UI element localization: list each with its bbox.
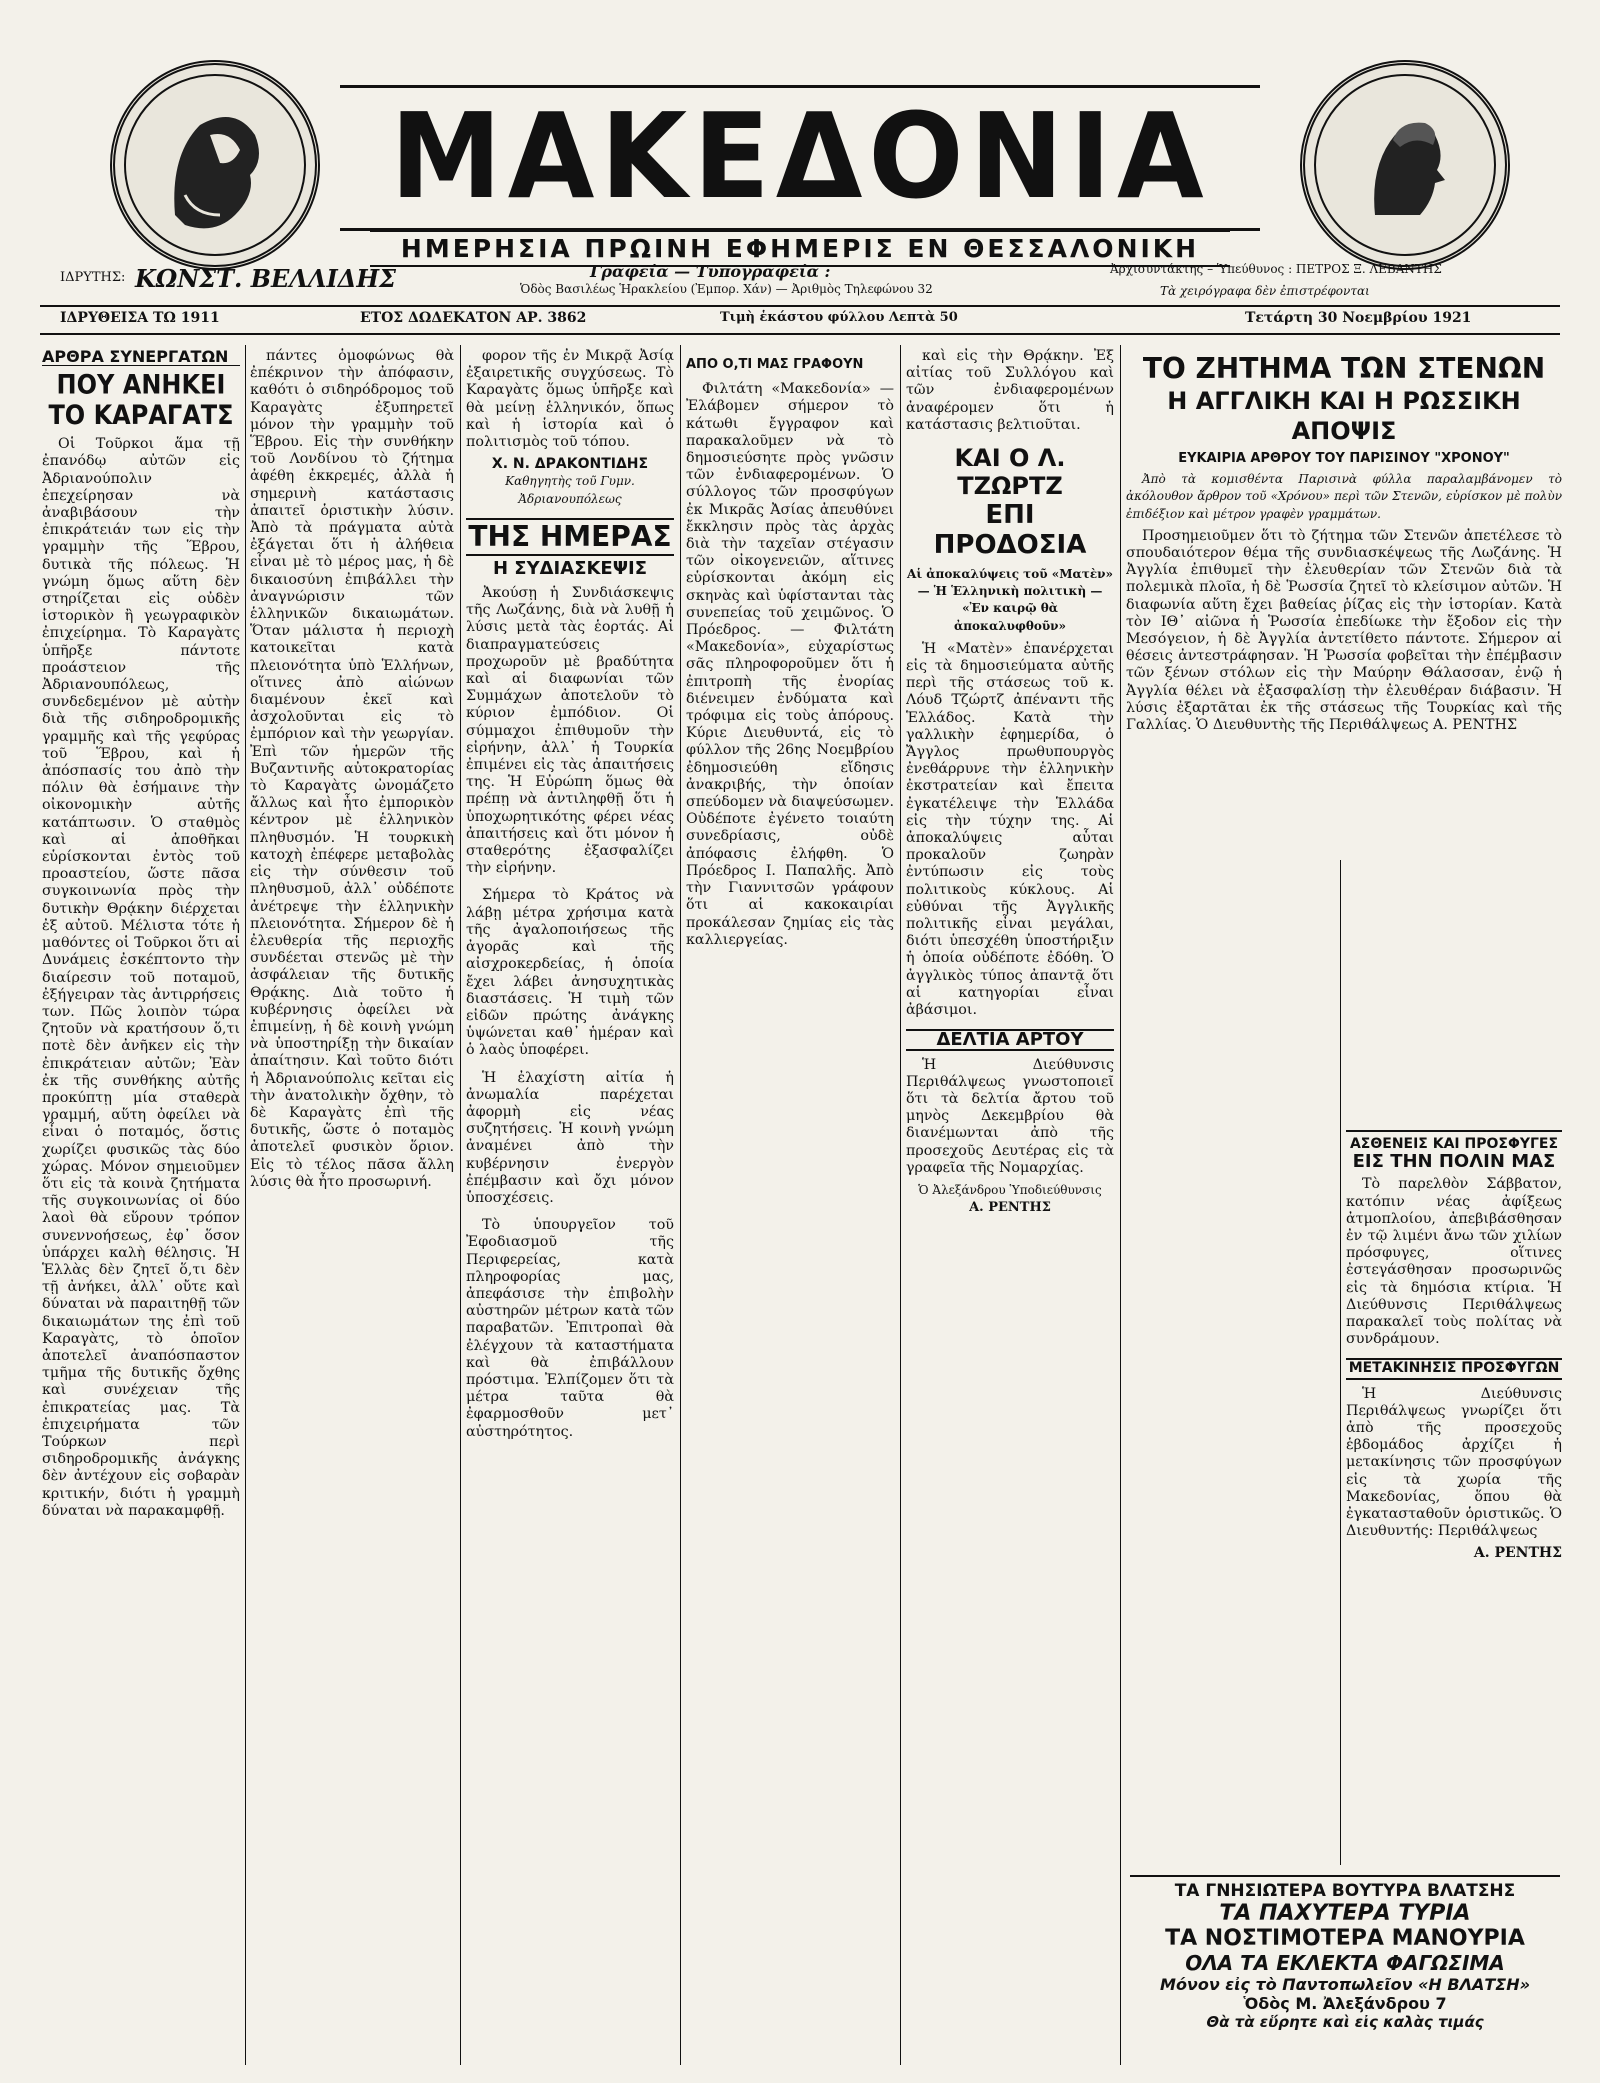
paragraph-state-measures: Σήμερα τὸ Κράτος νὰ λάβῃ μέτρα χρήσιμα κατὰ τῆς ἀγαλοποιήσεως τῆς ἀγορᾶς καὶ τῆς αἰσχροκερδείας, ἡ ὁποία ἔχει λάβει ἀνησυχητικὰς διαστάσεις. Ἡ τιμὴ τῶν εἰδῶν πρώτης ἀνάγκης ὑψώνεται καθ᾽ ἡμέραν καὶ ὁ λαὸς ὑποφέρει. — [466, 887, 674, 1059]
box-title-relocation: ΜΕΤΑΚΙΝΗΣΙΣ ΠΡΟΣΦΥΓΩΝ — [1346, 1358, 1562, 1379]
column-1 — [42, 348, 240, 2063]
column-rule-4 — [900, 345, 901, 2065]
bearded-head-icon — [115, 65, 315, 265]
right-coin-emblem — [1300, 60, 1510, 270]
founder-name: ΚΩΝΣΤ. ΒΕΛΛΙΔΗΣ — [135, 264, 397, 293]
issue-number: ΕΤΟΣ ΔΩΔΕΚΑΤΟΝ ΑΡ. 3862 — [360, 310, 587, 326]
offices-label: Γραφεία — Τυπογραφεία : — [590, 262, 831, 281]
column-5 — [906, 348, 1114, 2063]
ad-line-butter: ΤΑ ΓΝΗΣΙΩΤΕΡΑ ΒΟΥΤΥΡΑ ΒΛΑΤΣΗΣ — [1130, 1875, 1560, 1901]
headline-english-russian-view: Η ΑΓΓΛΙΚΗ ΚΑΙ Η ΡΩΣΣΙΚΗ ΑΠΟΨΙΣ — [1167, 387, 1521, 445]
column-2 — [250, 348, 454, 2063]
header-rule-bottom — [40, 333, 1560, 335]
offices-address: Ὁδὸς Βασιλέως Ἡρακλείου (Ἐμπορ. Χάν) — Ἀριθμὸς Τηλεφώνου 32 — [520, 282, 933, 296]
deck-chronos-article: ΕΥΚΑΙΡΙΑ ΑΡΘΡΟΥ ΤΟΥ ΠΑΡΙΣΙΝΟΥ "ΧΡΟΝΟΥ" — [1178, 451, 1510, 466]
founded-year: ΙΔΡΥΘΕΙΣΑ ΤΩ 1911 — [60, 310, 220, 326]
column-6-right-boxes — [1346, 1130, 1562, 1865]
left-coin-emblem — [110, 60, 320, 270]
ad-line-cheese: ΤΑ ΠΑΧΥΤΕΡΑ ΤΥΡΙΑ — [1219, 1901, 1471, 1926]
intro-straits: Ἀπὸ τὰ κομισθέντα Παρισινὰ φύλλα παραλαμβάνομεν τὸ ἀκόλουθον ἄρθρον τοῦ «Χρόνου» περὶ τῶν Στενῶν, εὑρίσκον μὲ πολὺν ἐπιδέξιον καὶ μέτρον γραφὲν γραμμάτων. — [1126, 472, 1562, 521]
headline-treason: ΕΠΙ ΠΡΟΔΟΣΙΑ — [933, 500, 1087, 561]
box-signature: Α. ΡΕΝΤΗΣ — [1473, 1545, 1562, 1562]
newspaper-title: ΜΑΚΕΔΟΝΙΑ — [390, 88, 1210, 226]
box-subtitle-city: ΕΙΣ ΤΗΝ ΠΟΛΙΝ ΜΑΣ — [1352, 1151, 1556, 1173]
notice-title-bread: ΔΕΛΤΙΑ ΑΡΤΟΥ — [906, 1029, 1114, 1050]
paragraph-conference: Ἀκούσῃ ἡ Συνδιάσκεψις τῆς Λωζάνης, διὰ νὰ λυθῇ ἡ λύσις μετὰ τὰς ἑορτάς. Αἱ διαπραγματεύσεις προχωροῦν μὲ βραδύτητα καὶ αἱ διαφωνίαι τῶν Συμμάχων ἀποτελοῦν τὸ κύριον ἐμπόδιον. Οἱ σύμμαχοι ἐπιθυμοῦν τὴν εἰρήνην, ἀλλ᾽ ἡ Τουρκία ἐπιμένει εἰς τὰς ἀπαιτήσεις της. Ἡ Εὐρώπη ὅμως θὰ πρέπῃ νὰ ἀντιληφθῇ ὅτι ἡ ὑποχωρητικότης φέρει νέας ἀπαιτήσεις καὶ ὅτι μόνον ἡ σταθερότης ἐξασφαλίζει τὴν εἰρήνην. — [466, 585, 674, 877]
column-rule-1 — [245, 345, 246, 2065]
price: Τιμὴ ἑκάστου φύλλου Λεπτὰ 50 — [720, 310, 958, 325]
section-header-contributors: ΑΡΘΡΑ ΣΥΝΕΡΓΑΤΩΝ — [42, 348, 240, 366]
headline-lloyd-george: ΚΑΙ Ο Λ. ΤΖΩΡΤΖ — [954, 444, 1066, 501]
advertisement-vlatsis — [1130, 1875, 1560, 2031]
notice-signature-name: Α. ΡΕΝΤΗΣ — [969, 1200, 1051, 1216]
article-body-straits: Προσημειοῦμεν ὅτι τὸ ζήτημα τῶν Στενῶν ἀπετέλεσε τὸ σπουδαιότερον θέμα τῆς συνδιασκέψεως τῆς Λωζάνης. Ἡ Ἀγγλία ἐπιθυμεῖ τὴν ἐλευθερίαν τῶν Στενῶν διὰ τὰ πολεμικὰ πλοῖα, ἡ δὲ Ῥωσσία ζητεῖ τὸ κλείσιμον αὐτῶν. Ἡ διαφωνία αὕτη ἔχει βαθείας ῥίζας εἰς τὴν ἱστορίαν. Κατὰ τὸν ΙΘ᾽ αἰῶνα ἡ Ῥωσσία ἐπεδίωκε τὴν ἔξοδον εἰς τὴν Μεσόγειον, ἡ δὲ Ἀγγλία ἀντετίθετο πάντοτε. Σήμερον αἱ θέσεις ἀντεστράφησαν. Ἡ Ῥωσσία φοβεῖται τὴν ἐπέμβασιν τῶν ξένων στόλων εἰς τὴν Μαύρην Θάλασσαν, ἐνῷ ἡ Ἀγγλία θέλει νὰ ἐξασφαλίσῃ τὴν ἐλευθέραν διάβασιν. Ἡ λύσις ἐξαρτᾶται ἐκ τῆς στάσεως τῆς Τουρκίας καὶ τῆς Γαλλίας. Ὁ Διευθυντὴς τῆς Περιθάλψεως Α. ΡΕΝΤΗΣ — [1126, 527, 1562, 734]
column-rule-3 — [680, 345, 681, 2065]
manuscripts-note: Τὰ χειρόγραφα δὲν ἐπιστρέφονται — [1160, 284, 1370, 298]
section-header-letters: ΑΠΟ Ο,ΤΙ ΜΑΣ ΓΡΑΦΟΥΝ — [686, 357, 864, 372]
paragraph-ministry: Τὸ ὑπουργεῖον τοῦ Ἐφοδιασμοῦ τῆς Περιφερείας, κατὰ πληροφορίας μας, ἀπεφάσισε τὴν ἐπιβολὴν αὐστηρῶν μέτρων κατὰ τῶν παραβατῶν. Ἐπιτροπαὶ θὰ ἐλέγχουν τὰ καταστήματα καὶ θὰ ἐπιβάλλουν πρόστιμα. Ἐλπίζομεν ὅτι τὰ μέτρα ταῦτα θὰ ἐφαρμοσθοῦν μετ᾽ αὐστηρότητος. — [466, 1217, 674, 1440]
box-body-refugees: Τὸ παρελθὸν Σάββατον, κατόπιν νέας ἀφίξεως ἀτμοπλοίου, ἀπεβιβάσθησαν ἐν τῷ λιμένι ἄνω τῶν χιλίων πρόσφυγες, οἵτινες ἐστεγάσθησαν προσωρινῶς εἰς τὰ δημόσια κτίρια. Ἡ Διεύθυνσις Περιθάλψεως παρακαλεῖ τοὺς πολίτας νὰ συνδράμουν. — [1346, 1176, 1562, 1348]
article-body-karagats: Οἱ Τοῦρκοι ἅμα τῇ ἐπανόδῳ αὐτῶν εἰς Ἀδριανούπολιν ἐπεχείρησαν νὰ ἀναβιβάσουν τὴν ἐπικράτειάν των εἰς τὴν γραμμὴν τῆς Ἕβρου, δυτικὰ τῆς πόλεως. Ἡ γνώμη ὅμως αὕτη δὲν στηρίζεται εἰς οὐδὲν ἱστορικὸν ἢ γεωγραφικὸν ἐπιχείρημα. Τὸ Καραγὰτς ὑπῆρξε πάντοτε προάστειον τῆς Ἀδριανουπόλεως, συνδεδεμένον μὲ αὐτὴν διὰ τῆς σιδηροδρομικῆς γραμμῆς καὶ τῆς γεφύρας τοῦ Ἕβρου, καὶ ἡ ἀπόσπασίς του ἀπὸ τὴν πόλιν θὰ ἐσήμαινε τὴν οἰκονομικὴν αὐτῆς κατάπτωσιν. Ὁ σταθμὸς καὶ αἱ ἀποθῆκαι εὑρίσκονται ἐντὸς τοῦ προαστείου, ὥστε πᾶσα συγκοινωνία πρὸς τὴν δυτικὴν Θρᾴκην διέρχεται ἐξ αὐτοῦ. Μέλιστα τότε ἡ μαθόντες οἱ Τοῦρκοι ὅτι αἱ Δυνάμεις ἐσκέπτοντο τὴν διαίρεσιν τοῦ ποταμοῦ, ἐξήγειραν τὰς ἀντιρρήσεις των. Πῶς λοιπὸν τώρα ζητοῦν νὰ κρατήσουν ὅ,τι ποτὲ δὲν ἀνῆκεν εἰς τὴν ἐπικράτειαν αὐτῶν; Ἐὰν ἐκ τῆς συνθήκης αὐτῆς προκύπτῃ μία σταθερὰ γραμμή, αὕτη ὀφείλει νὰ εἶναι ὁ ποταμός, ὅστις χωρίζει φυσικῶς τὰς δύο χώρας. Μόνον σημειοῦμεν ὅτι εἰς τὰ κοινὰ ζητήματα τῆς συγκοινωνίας οἱ δύο λαοὶ θὰ εὕρουν τρόπον συνεννοήσεως, ἐφ᾽ ὅσον ὑπάρχει καλὴ θέλησις. Ἡ Ἑλλὰς δὲν ζητεῖ ὅ,τι δὲν τῇ ἀνήκει, ἀλλ᾽ οὔτε καὶ δύναται νὰ παραιτηθῇ τῶν δικαιωμάτων της ἐπὶ τοῦ Καραγὰτς, τὸ ὁποῖον ἀποτελεῖ ἀναπόσπαστον τμῆμα τῆς δυτικῆς ὄχθης καὶ συνέχειαν τῆς ἐπικρατείας μας. Τὰ ἐπιχειρήματα τῶν Τούρκων περὶ σιδηροδρομικῆς ἀνάγκης δὲν ἀντέχουν εἰς σοβαρὰν κριτικήν, διότι ἡ γραμμὴ δύναται νὰ παρακαμφθῇ. — [42, 436, 240, 1519]
ad-line-address: Ὁδὸς Μ. Ἀλεξάνδρου 7 — [1243, 1994, 1447, 2013]
issue-date: Τετάρτη 30 Νοεμβρίου 1921 — [1245, 310, 1472, 326]
notice-signature: Ὁ Ἀλεξάνδρου Ὑποδιεύθυνσις — [918, 1182, 1102, 1197]
subheader-conference: Η ΣΥΔΙΑΣΚΕΨΙΣ — [492, 557, 648, 579]
column-5-lead: καὶ εἰς τὴν Θρᾴκην. Ἐξ αἰτίας τοῦ Συλλόγου καὶ τῶν ἐνδιαφερομένων ἀναφέρομεν ὅτι ἡ κατάστασις βελτιοῦται. — [906, 348, 1114, 433]
paragraph-anomaly: Ἡ ἐλαχίστη αἰτία ἡ ἀνωμαλία παρέχεται ἀφορμὴ εἰς νέας συζητήσεις. Ἡ κοινὴ γνώμη ἀναμένει ἀπὸ τὴν κυβέρνησιν ἐνεργὸν ἐπέμβασιν καὶ ὄχι μόνον ὑποσχέσεις. — [466, 1069, 674, 1206]
article-body-continued: πάντες ὁμοφώνως θὰ ἐπέκρινον τὴν ἀπόφασιν, καθότι ὁ σιδηρόδρομος τοῦ Καραγὰτς ἐξυπηρετεῖ μόνον τὴν γραμμὴν τοῦ Ἕβρου. Εἰς τὴν συνθήκην τοῦ Λονδίνου τὸ ζήτημα ἀφέθη ἐκκρεμές, ἀλλὰ ἡ σημερινὴ κατάστασις ἀπαιτεῖ ὁριστικὴν λύσιν. Ἀπὸ τὰ πράγματα αὐτὰ ἐξάγεται ὅτι ἡ ἀλήθεια εἶναι μὲ τὸ μέρος μας, ἡ δὲ δικαιοσύνη ἐπιβάλλει τὴν ἀναγνώρισιν τῶν ἑλληνικῶν δικαιωμάτων. Ὅταν μάλιστα ἡ περιοχὴ κατοικεῖται κατὰ πλειονότητα ὑπὸ Ἑλλήνων, οἵτινες ἀπὸ αἰώνων διαμένουν ἐκεῖ καὶ ἀσχολοῦνται εἰς τὸ ἐμπόριον καὶ τὴν γεωργίαν. Ἐπὶ τῶν ἡμερῶν τῆς Βυζαντινῆς αὐτοκρατορίας τὸ Καραγὰτς ὠνομάζετο ἄλλως καὶ ἦτο ἐμπορικὸν κέντρον μὲ ἑλληνικὸν πληθυσμόν. Ἡ τουρκικὴ κατοχὴ ἐπέφερε μεταβολὰς εἰς τὴν σύνθεσιν τοῦ πληθυσμοῦ, ἀλλ᾽ οὐδέποτε ἀνέτρεψε τὴν ἑλληνικὴν πλειονότητα. Σήμερον δὲ ἡ ἐλευθερία τῆς περιοχῆς συνδέεται στενῶς μὲ τὴν ἀσφάλειαν τῆς δυτικῆς Θρᾴκης. Διὰ τοῦτο ἡ κυβέρνησις ὀφείλει νὰ ἐπιμείνῃ, ἡ δὲ κοινὴ γνώμη νὰ ὑποστηρίξῃ τὴν δικαίαν ἀπαίτησιν. Καὶ τοῦτο διότι ἡ Ἀδριανούπολις κεῖται εἰς τὴν ἀνατολικὴν ὄχθην, τὸ δὲ Καραγὰτς ἐπὶ τῆς δυτικῆς, ὥστε ὁ ποταμὸς ἀποτελεῖ φυσικὸν ὅριον. Εἰς τὸ τέλος πᾶσα ἄλλη λύσις θὰ ἦτο προσωρινή. — [250, 348, 454, 1190]
column-rule-5 — [1120, 345, 1121, 2065]
notice-body-bread: Ἡ Διεύθυνσις Περιθάλψεως γνωστοποιεῖ ὅτι τὰ δελτία ἄρτου τοῦ μηνὸς Δεκεμβρίου θὰ διανέμωνται ἀπὸ τῆς προσεχοῦς Δευτέρας εἰς τὰ γραφεῖα τῆς Νομαρχίας. — [906, 1056, 1114, 1176]
profile-head-icon — [1305, 65, 1505, 265]
letters-body: Φιλτάτη «Μακεδονία» — Ἐλάβομεν σήμερον τὸ κάτωθι ἔγγραφον καὶ παρακαλοῦμεν νὰ τὸ δημοσιεύσητε πρὸς γνῶσιν τῶν ἐνδιαφερομένων. Ὁ σύλλογος τῶν προσφύγων ἐκ Μικρᾶς Ἀσίας ἀπευθύνει ἔκκλησιν πρὸς τὰς ἀρχὰς διὰ τὴν ταχεῖαν στέγασιν τῶν οἰκογενειῶν, αἵτινες εὑρίσκονται ἀκόμη εἰς σκηνὰς καὶ ὑφίστανται τὰς συνεπείας τοῦ χειμῶνος. Ὁ Πρόεδρος. — Φιλτάτη «Μακεδονία», εὐχαρίστως σᾶς πληροφοροῦμεν ὅτι ἡ ἐπιτροπὴ τῆς ἐνορίας διένειμεν ἐνδύματα καὶ τρόφιμα εἰς τοὺς ἀπόρους. Κύριε Διευθυντά, εἰς τὸ φύλλον τῆς 26ης Νοεμβρίου ἐδημοσιεύθη εἴδησις ἀνακριβής, τὴν ὁποίαν σπεύδομεν νὰ διαψεύσωμεν. Οὐδέποτε ἐγένετο τοιαύτη συνεδρίασις, οὐδὲ ἀπόφασις ἐλήφθη. Ὁ Πρόεδρος Ι. Παπαλῆς. Ἀπὸ τὴν Γιαννιτσῶν γράφουν ὅτι αἱ κακοκαιρίαι προκάλεσαν ζημίας εἰς τὰς καλλιεργείας. — [686, 381, 894, 948]
signature-role: Καθηγητὴς τοῦ Γυμν. Ἀδριανουπόλεως — [505, 474, 635, 506]
deck-revelations: Αἱ ἀποκαλύψεις τοῦ «Ματὲν» — Ἡ Ἑλληνικὴ πολιτικὴ — «Ἐν καιρῷ θὰ ἀποκαλυφθοῦν» — [907, 567, 1113, 633]
box-body-relocation: Ἡ Διεύθυνσις Περιθάλψεως γνωρίζει ὅτι ἀπὸ τῆς προσεχοῦς ἑβδομάδος ἀρχίζει ἡ μετακίνησις τῶν προσφύγων εἰς τὰ χωρία τῆς Μακεδονίας, ὅπου θὰ ἐγκατασταθοῦν ὁριστικῶς. Ὁ Διευθυντής: Περιθάλψεως — [1346, 1385, 1562, 1540]
column-rule-2 — [460, 345, 461, 2065]
editor-info: Ἀρχισυντάκτης – Ὑπεύθυνος : ΠΕΤΡΟΣ Ξ. ΛΕΒΑΝΤΗΣ — [1110, 262, 1442, 276]
article-lead-continued: φορον τῆς ἐν Μικρᾷ Ἀσίᾳ ἐξαιρετικῆς συγχύσεως. Τὸ Καραγὰτς ὅμως ὑπῆρξε καὶ θὰ μείνῃ ἑλληνικόν, ὅπως καὶ ἡ ἱστορία καὶ ὁ πολιτισμὸς τοῦ τόπου. — [466, 348, 674, 451]
box-title-refugees: ΑΣΘΕΝΕΙΣ ΚΑΙ ΠΡΟΣΦΥΓΕΣ — [1346, 1130, 1562, 1153]
newspaper-subtitle: ΗΜΕΡΗΣΙΑ ΠΡΩΙΝΗ ΕΦΗΜΕΡΙΣ ΕΝ ΘΕΣΣΑΛΟΝΙΚΗ — [370, 230, 1230, 267]
ad-line-prices: Θὰ τὰ εὕρητε καὶ εἰς καλὰς τιμάς — [1206, 2013, 1484, 2031]
masthead — [340, 85, 1260, 231]
header-rule-top — [40, 305, 1560, 307]
article-body-lloyd-george: Ἡ «Ματὲν» ἐπανέρχεται εἰς τὰ δημοσιεύματα αὐτῆς περὶ τῆς στάσεως τοῦ κ. Λόυδ Τζώρτζ ἀπέναντι τῆς Ἑλλάδος. Κατὰ τὴν γαλλικὴν ἐφημερίδα, ὁ Ἄγγλος πρωθυπουργὸς ἐνεθάρρυνε τὴν ἑλληνικὴν ἐκστρατείαν καὶ ἔπειτα ἐγκατέλειψε τὴν Ἑλλάδα εἰς τὴν τύχην της. Αἱ ἀποκαλύψεις αὗται προκαλοῦν ζωηρὰν ἐντύπωσιν εἰς τοὺς πολιτικοὺς κύκλους. Αἱ εὐθύναι τῆς Ἀγγλικῆς πολιτικῆς εἶναι μεγάλαι, διότι ὑπεσχέθη ὑποστήριξιν ἡ ὁποία οὐδέποτε ἐδόθη. Ὁ ἀγγλικὸς τύπος ἀπαντᾷ ὅτι αἱ κατηγορίαι εἶναι ἀβάσιμοι. — [906, 640, 1114, 1019]
ad-line-shop: Μόνον εἰς τὸ Παντοπωλεῖον «Η ΒΛΑΤΣΗ» — [1160, 1975, 1530, 1994]
article-signature: Χ. Ν. ΔΡΑΚΟΝΤΙΔΗΣ — [491, 456, 649, 473]
ad-line-manouri: ΤΑ ΝΟΣΤΙΜΟΤΕΡΑ ΜΑΝΟΥΡΙΑ — [1165, 1926, 1525, 1951]
column-4 — [686, 348, 894, 2063]
headline-karagats: ΠΟΥ ΑΝΗΚΕΙ ΤΟ ΚΑΡΑΓΑΤΣ — [48, 369, 234, 432]
column-3 — [466, 348, 674, 2063]
section-header-day: ΤΗΣ ΗΜΕΡΑΣ — [466, 518, 674, 556]
ad-line-food: ΟΛΑ ΤΑ ΕΚΛΕΚΤΑ ΦΑΓΩΣΙΜΑ — [1185, 1951, 1505, 1975]
headline-straits: ΤΟ ΖΗΤΗΜΑ ΤΩΝ ΣΤΕΝΩΝ — [1142, 352, 1546, 385]
founder-label: ΙΔΡΥΤΗΣ: — [60, 270, 126, 285]
